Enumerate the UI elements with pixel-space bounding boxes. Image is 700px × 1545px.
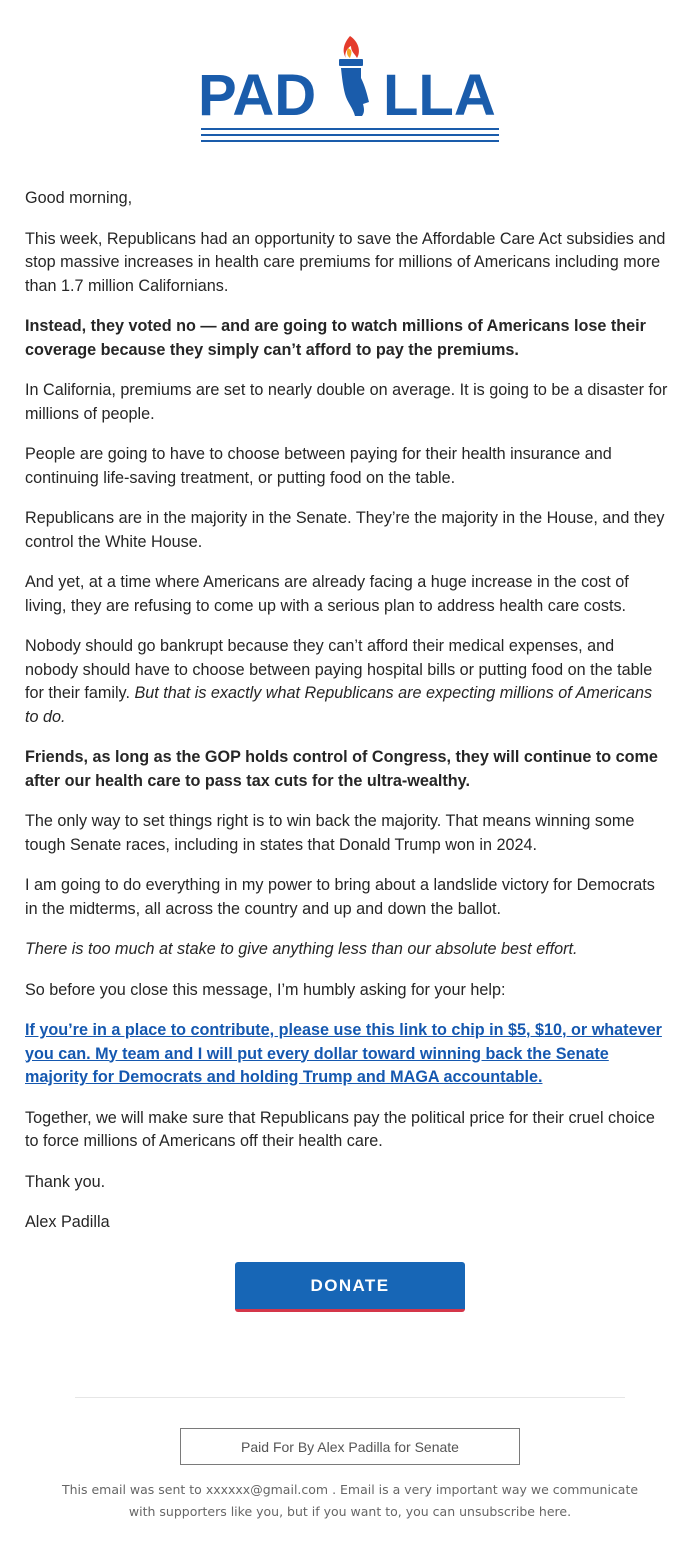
greeting: Good morning, — [25, 189, 133, 207]
paragraph-7-italic: But that is exactly what Republicans are expecting millions of Americans to do. — [25, 684, 653, 726]
thanks: Thank you. — [25, 1172, 106, 1191]
logo-text-left: PAD — [198, 63, 317, 128]
footer-note — [60, 1479, 640, 1523]
paragraph-8: Friends, as long as the GOP holds control of Congress, they will continue to come after our health care to pass tax cuts for the ultra-wealthy. — [25, 748, 658, 790]
contribute-link[interactable]: If you’re in a place to contribute, please use this link to chip in $5, $10, or whatever you can. My team and I will put every dollar toward winning back the Senate majority for Democrats and holding Trump and MAGA accountable. — [25, 1021, 662, 1086]
footer-divider — [75, 1397, 625, 1398]
paragraph-11: There is too much at stake to give anything less than our absolute best effort. — [25, 940, 578, 958]
paragraph-9: The only way to set things right is to win back the majority. That means winning some tough Senate races, including in states that Donald Trump won in 2024. — [25, 812, 635, 854]
paragraph-10: I am going to do everything in my power to bring about a landslide victory for Democrats in the midterms, all across the country and up and down the ballot. — [25, 876, 655, 918]
recipient-email: xxxxxx@gmail.com — [205, 1482, 329, 1497]
header-logo — [0, 0, 700, 160]
paragraph-2: Instead, they voted no — and are going to watch millions of Americans lose their coverage because they simply can’t afford to pay the premiums. — [25, 317, 646, 359]
unsubscribe-link[interactable]: unsubscribe here — [459, 1504, 568, 1519]
footer-end: . — [567, 1504, 572, 1519]
paragraph-12: So before you close this message, I’m humbly asking for your help: — [25, 980, 506, 999]
sent-suffix: . Email is a very important way we communicate with supporters like you, but if you want to, you can — [128, 1482, 639, 1519]
paragraph-5: Republicans are in the majority in the Senate. They’re the majority in the House, and they control the White House. — [25, 509, 665, 551]
paragraph-7-regular: Nobody should go bankrupt because they can’t afford their medical expenses, and nobody should have to choose between paying hospital bills or putting food on the table for their family. — [25, 637, 653, 702]
torch-icon — [339, 36, 369, 116]
sent-prefix: This email was sent to — [61, 1482, 202, 1497]
paragraph-13: Together, we will make sure that Republicans pay the political price for their cruel choice to force millions of Americans off their health care. — [25, 1108, 655, 1150]
paragraph-3: In California, premiums are set to nearly double on average. It is going to be a disaster for millions of people. — [25, 381, 668, 423]
email-body — [25, 187, 670, 1252]
contribute-paragraph — [25, 1019, 670, 1090]
logo-text-right: LLA — [383, 63, 496, 128]
paragraph-7 — [25, 635, 670, 729]
donate-button[interactable]: DONATE — [235, 1262, 465, 1312]
paid-for-disclaimer: Paid For By Alex Padilla for Senate — [180, 1428, 520, 1465]
signature: Alex Padilla — [25, 1213, 110, 1231]
paragraph-4: People are going to have to choose between paying for their health insurance and continuing life-saving treatment, or putting food on the table. — [25, 445, 612, 487]
paragraph-6: And yet, at a time where Americans are already facing a huge increase in the cost of living, they are refusing to come up with a serious plan to address health care costs. — [25, 573, 629, 615]
padilla-logo — [195, 28, 505, 148]
paragraph-1: This week, Republicans had an opportunity to save the Affordable Care Act subsidies and stop massive increases in health care premiums for millions of Americans including more than 1.7 million Californians. — [25, 229, 666, 295]
